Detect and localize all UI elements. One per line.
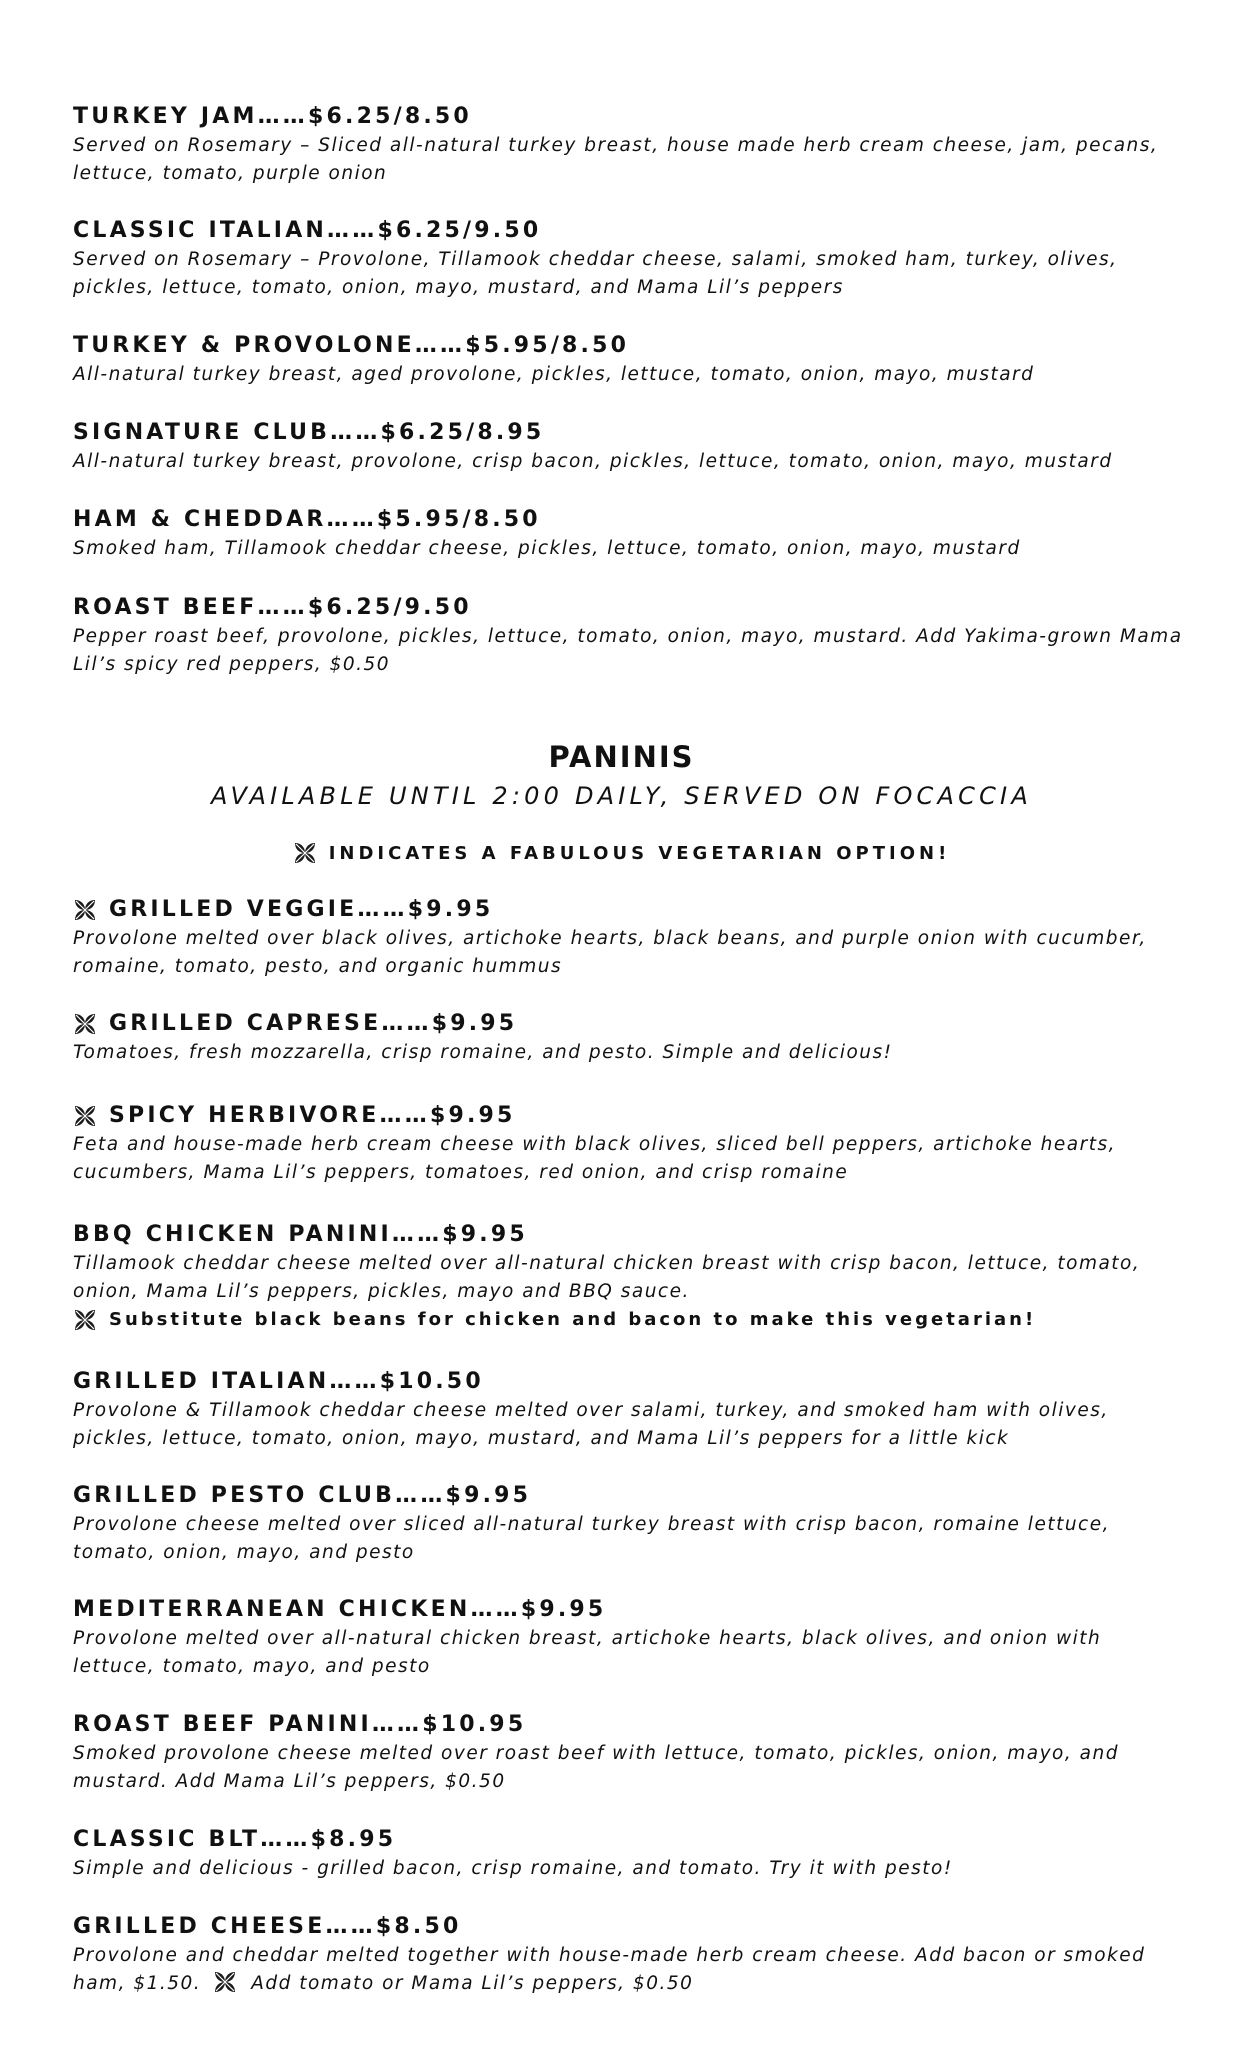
item-name: ROAST BEEF PANINI bbox=[73, 1712, 372, 1737]
menu-item-spicy-herbivore bbox=[73, 1101, 1183, 1187]
item-description: All-natural turkey breast, provolone, crisp bacon, pickles, lettuce, tomato, onion, mayo, mustard bbox=[73, 451, 1113, 472]
item-title bbox=[73, 418, 1183, 448]
item-price: ……$9.95 bbox=[470, 1597, 607, 1622]
menu-item-bbq-chicken-panini bbox=[73, 1220, 1183, 1334]
item-description: Tillamook cheddar cheese melted over all-natural chicken breast with crisp bacon, lettuce, tomato, onion, Mama Lil’s peppers, pickles, mayo and BBQ sauce. bbox=[73, 1253, 1141, 1302]
item-description: Smoked ham, Tillamook cheddar cheese, pickles, lettuce, tomato, onion, mayo, mustard bbox=[73, 538, 1021, 559]
menu-item-signature-club bbox=[73, 418, 1183, 476]
vegetarian-cross-leaf-icon bbox=[73, 1104, 97, 1128]
item-title bbox=[73, 1710, 1183, 1740]
item-price: ……$6.25/9.50 bbox=[257, 595, 472, 620]
item-price: ……$9.95 bbox=[357, 897, 494, 922]
menu-item-grilled-pesto-club bbox=[73, 1481, 1183, 1567]
item-price: ……$8.50 bbox=[325, 1914, 462, 1939]
item-description: Simple and delicious - grilled bacon, crisp romaine, and tomato. Try it with pesto! bbox=[73, 1858, 953, 1879]
item-description-main: Provolone and cheddar melted together with house-made herb cream cheese. Add bacon or smoked ham, $1.50. bbox=[73, 1945, 1146, 1994]
item-description: Smoked provolone cheese melted over roast beef with lettuce, tomato, pickles, onion, mayo, and mustard. Add Mama Lil’s peppers, $0.50 bbox=[73, 1743, 1119, 1792]
item-description: All-natural turkey breast, aged provolone, pickles, lettuce, tomato, onion, mayo, mustard bbox=[73, 364, 1035, 385]
item-description-addon: Add tomato or Mama Lil’s peppers, $0.50 bbox=[251, 1973, 694, 1994]
item-price: ……$5.95/8.50 bbox=[326, 507, 541, 532]
item-name: CLASSIC BLT bbox=[73, 1827, 261, 1852]
item-title bbox=[73, 1912, 1183, 1942]
vegetarian-cross-leaf-icon bbox=[73, 1012, 97, 1036]
item-price: ……$9.95 bbox=[381, 1011, 518, 1036]
item-description: Feta and house-made herb cream cheese with black olives, sliced bell peppers, artichoke hearts, cucumbers, Mama Lil’s peppers, tomatoes, red onion, and crisp romaine bbox=[73, 1134, 1116, 1183]
item-name: HAM & CHEDDAR bbox=[73, 507, 327, 532]
menu-item-classic-blt bbox=[73, 1825, 1183, 1883]
vegetarian-cross-leaf-icon bbox=[73, 898, 97, 922]
section-title: PANINIS bbox=[548, 740, 695, 774]
item-price: ……$6.25/9.50 bbox=[327, 218, 542, 243]
item-title bbox=[73, 1220, 1183, 1250]
item-description: Pepper roast beef, provolone, pickles, lettuce, tomato, onion, mayo, mustard. Add Yakima-grown Mama Lil’s spicy red peppers, $0.50 bbox=[73, 626, 1183, 675]
vegetarian-legend-text: INDICATES A FABULOUS VEGETARIAN OPTION! bbox=[328, 842, 951, 864]
vegetarian-legend bbox=[0, 841, 1243, 865]
item-description bbox=[73, 1942, 1183, 1998]
item-name: CLASSIC ITALIAN bbox=[73, 218, 328, 243]
item-title bbox=[73, 1595, 1183, 1625]
item-price: ……$6.25/8.95 bbox=[330, 420, 545, 445]
menu-item-mediterranean-chicken bbox=[73, 1595, 1183, 1681]
item-description: Provolone melted over all-natural chicken breast, artichoke hearts, black olives, and onion with lettuce, tomato, mayo, and pesto bbox=[73, 1628, 1102, 1677]
item-description: Tomatoes, fresh mozzarella, crisp romaine, and pesto. Simple and delicious! bbox=[73, 1042, 893, 1063]
vegetarian-cross-leaf-icon bbox=[213, 1970, 237, 1994]
menu-item-turkey-jam bbox=[73, 102, 1183, 188]
menu-item-grilled-cheese bbox=[73, 1912, 1183, 1998]
section-subtitle: AVAILABLE UNTIL 2:00 DAILY, SERVED ON FOCACCIA bbox=[211, 782, 1032, 810]
item-title bbox=[73, 505, 1183, 535]
item-name: GRILLED CHEESE bbox=[73, 1914, 326, 1939]
menu-item-turkey-provolone bbox=[73, 331, 1183, 389]
note-text: Substitute black beans for chicken and bacon to make this vegetarian! bbox=[109, 1309, 1037, 1330]
menu-item-grilled-veggie bbox=[73, 895, 1183, 981]
item-name: TURKEY JAM bbox=[73, 104, 258, 129]
item-title bbox=[73, 1101, 1183, 1131]
item-price: ……$10.95 bbox=[371, 1712, 527, 1737]
item-name: BBQ CHICKEN PANINI bbox=[73, 1222, 392, 1247]
item-name: TURKEY & PROVOLONE bbox=[73, 333, 415, 358]
menu-item-grilled-italian bbox=[73, 1367, 1183, 1453]
item-title bbox=[73, 1481, 1183, 1511]
menu-item-roast-beef-panini bbox=[73, 1710, 1183, 1796]
item-price: ……$10.50 bbox=[329, 1369, 484, 1394]
item-name: ROAST BEEF bbox=[73, 595, 258, 620]
item-name: GRILLED CAPRESE bbox=[109, 1011, 382, 1036]
menu-item-classic-italian bbox=[73, 216, 1183, 302]
item-price: ……$9.95 bbox=[379, 1103, 516, 1128]
vegetarian-cross-leaf-icon bbox=[293, 841, 317, 865]
item-name: MEDITERRANEAN CHICKEN bbox=[73, 1597, 471, 1622]
item-title bbox=[73, 1825, 1183, 1855]
item-price: ……$9.95 bbox=[391, 1222, 528, 1247]
item-title bbox=[73, 895, 1183, 925]
item-description: Provolone melted over black olives, artichoke hearts, black beans, and purple onion with cucumber, romaine, tomato, pesto, and organic hummus bbox=[73, 928, 1147, 977]
item-name: GRILLED PESTO CLUB bbox=[73, 1483, 396, 1508]
item-title bbox=[73, 1367, 1183, 1397]
item-description: Provolone cheese melted over sliced all-natural turkey breast with crisp bacon, romaine lettuce, tomato, onion, mayo, and pesto bbox=[73, 1514, 1110, 1563]
vegetarian-substitution-note bbox=[73, 1306, 1183, 1334]
menu-item-ham-cheddar bbox=[73, 505, 1183, 563]
menu-item-grilled-caprese bbox=[73, 1009, 1183, 1067]
item-title bbox=[73, 593, 1183, 623]
item-title bbox=[73, 216, 1183, 246]
item-title bbox=[73, 331, 1183, 361]
item-price: ……$5.95/8.50 bbox=[414, 333, 630, 358]
item-price: ……$6.25/8.50 bbox=[257, 104, 472, 129]
vegetarian-cross-leaf-icon bbox=[73, 1308, 97, 1332]
item-description: Provolone & Tillamook cheddar cheese melted over salami, turkey, and smoked ham with olives, pickles, lettuce, tomato, onion, mayo, mustard, and Mama Lil’s peppers for a little kick bbox=[73, 1400, 1109, 1449]
item-price: ……$9.95 bbox=[395, 1483, 532, 1508]
item-price: ……$8.95 bbox=[260, 1827, 397, 1852]
item-title bbox=[73, 1009, 1183, 1039]
item-title bbox=[73, 102, 1183, 132]
item-description: Served on Rosemary – Provolone, Tillamook cheddar cheese, salami, smoked ham, turkey, olives, pickles, lettuce, tomato, onion, mayo, mustard, and Mama Lil’s peppers bbox=[73, 249, 1118, 298]
item-description: Served on Rosemary – Sliced all-natural turkey breast, house made herb cream cheese, jam, pecans, lettuce, tomato, purple onion bbox=[73, 135, 1159, 184]
menu-item-roast-beef bbox=[73, 593, 1183, 679]
item-name: SIGNATURE CLUB bbox=[73, 420, 331, 445]
item-name: GRILLED ITALIAN bbox=[73, 1369, 330, 1394]
item-name: SPICY HERBIVORE bbox=[109, 1103, 380, 1128]
item-name: GRILLED VEGGIE bbox=[109, 897, 358, 922]
